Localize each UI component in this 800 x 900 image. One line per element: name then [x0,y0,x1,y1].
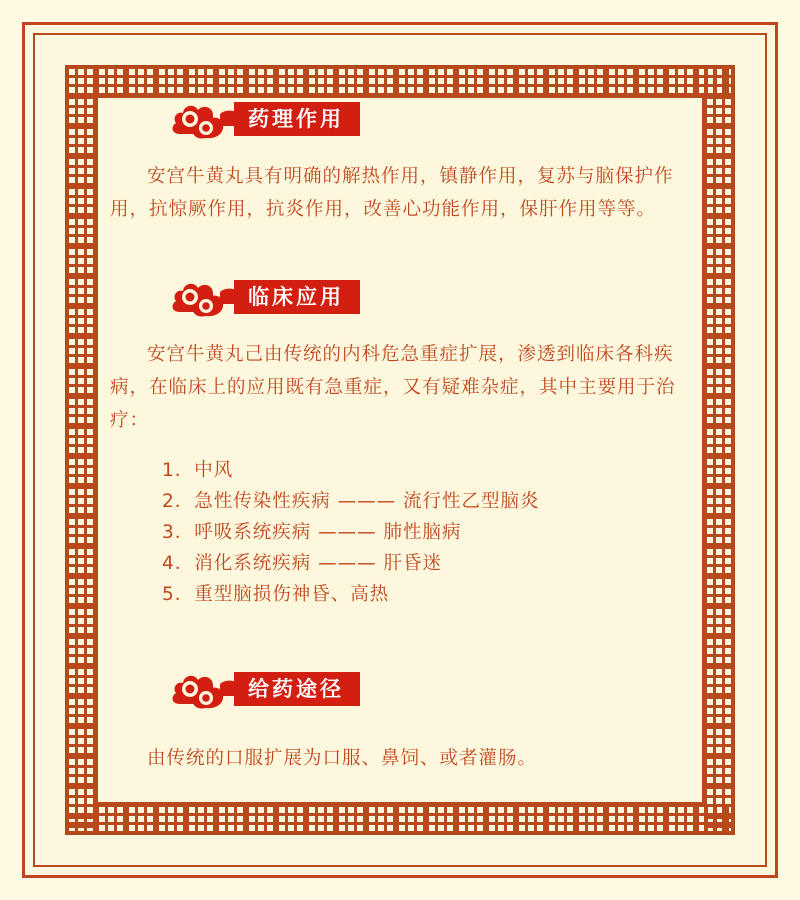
section-administration-route [110,660,690,775]
section-paragraph: 由传统的口服扩展为口服、鼻饲、或者灌肠。 [147,748,538,769]
indication-list [162,455,690,610]
list-item: 5．重型脑损伤神昏、高热 [162,584,390,605]
section-pharmacology [110,90,690,226]
document-content [110,90,690,810]
section-heading-clinical-application [170,268,690,324]
section-banner-label: 药理作用 [234,102,360,136]
section-banner-label: 临床应用 [234,280,360,314]
section-clinical-application [110,268,690,610]
ornament-band-left [66,66,96,834]
list-item: 2．急性传染性疾病 ——— 流行性乙型脑炎 [162,491,540,512]
list-item: 4．消化系统疾病 ——— 肝昏迷 [162,553,443,574]
section-heading-pharmacology [170,90,690,146]
list-item: 1．中风 [162,460,234,481]
section-heading-administration-route [170,660,690,716]
ornament-band-right [704,66,734,834]
list-item: 3．呼吸系统疾病 ——— 肺性脑病 [162,522,462,543]
section-banner-label: 给药途径 [234,672,360,706]
section-paragraph: 安宫牛黄丸己由传统的内科危急重症扩展，渗透到临床各科疾病，在临床上的应用既有急重症，又有疑难杂症，其中主要用于治疗： [110,344,676,431]
section-paragraph: 安宫牛黄丸具有明确的解热作用，镇静作用，复苏与脑保护作用，抗惊厥作用，抗炎作用，改善心功能作用，保肝作用等等。 [110,166,674,220]
